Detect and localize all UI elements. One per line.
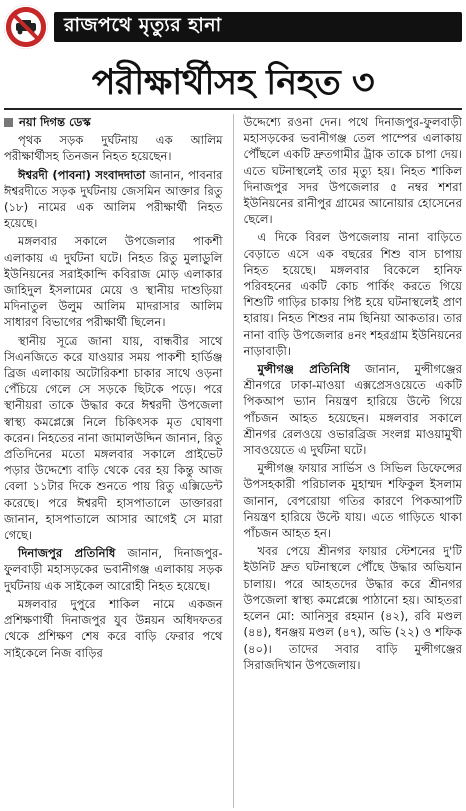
paragraph-text: মঙ্গলবার সকালে উপজেলার পাকশী এলাকায় এ দুর্ঘটনা ঘটে। নিহত রিতু মুলাডুলি ইউনিয়নের সরাইকান্দি কবিরাজ মোড় এলাকার জাহিদুল ইসলামের মেয়ে ও স্থানীয় দাশুড়িয়া মদিনাতুল উলুম আলিম মাদরাসার আলিম সাধারণ বিভাগের পরীক্ষার্থী ছিলেন।: [4, 234, 223, 330]
paragraph-text: জানান, দিনাজপুর-ফুলবাড়ী মহাসড়কের ভবানীগঞ্জ এলাকায় সড়ক দুর্ঘটনায় এক সাইকেল আরোহী নিহত হয়েছে।: [4, 546, 223, 593]
paragraph-lead: ঈশ্বরদী (পাবনা) সংবাদদাতা: [18, 167, 146, 182]
article-paragraph: [4, 333, 223, 544]
paragraph-text: মঙ্গলবার দুপুরে শাকিল নামে একজন প্রশিক্ষণার্থী দিনাজপুর যুব উন্নয়ন অধিদফতর থেকে প্রশিক্ষণ শেষ করে বাড়ি ফেরার পথে সাইকেলে নিজ বাড়ির: [4, 596, 223, 660]
column-divider: [233, 114, 234, 808]
article-paragraph: [243, 460, 462, 541]
paragraph-text: মুন্সীগঞ্জ ফায়ার সার্ভিস ও সিভিল ডিফেন্সের উপসহকারী পরিচালক মুহাম্মদ শফিকুল ইসলাম জানান, বেপরোয়া গতির কারণে পিকআপটি নিয়ন্ত্রণ হারিয়ে উল্টে যায়। এতে গাড়িতে থাকা পাঁচজন আহত হন।: [243, 461, 462, 541]
article-paragraph: [243, 114, 462, 227]
paragraph-text: স্থানীয় সূত্রে জানা যায়, বান্ধবীর সাথে সিএনজিতে করে যাওয়ার সময় পাকশী হার্ডিঞ্জ ব্রিজ এলাকায় অটোরিকশা চাকার সাথে ওড়না পেঁচিয়ে গেলে সে সড়কে ছিটকে পড়ে। পরে স্থানীয়রা তাকে উদ্ধার করে ঈশ্বরদী উপজেলা স্বাস্থ্য কমপ্লেক্সে নিলে চিকিৎসক মৃত ঘোষণা করেন। নিহতের নানা জামালউদ্দিন জানান, রিতু প্রতিদিনের মতো মঙ্গলবার সকালে প্রাইভেট পড়ার উদ্দেশ্যে বাড়ি থেকে বের হয় কিন্তু আজ বেলা ১১টার দিকে শুনতে পায় রিতু এক্সিডেন্ট করেছে। পরে ঈশ্বরদী হাসপাতালে ডাক্তাররা জানান, হাসপাতালে আসার আগেই সে মারা গেছে।: [4, 333, 223, 543]
article-column-right: [243, 114, 462, 808]
paragraph-text: জানান, পাবনার ঈশ্বরদীতে সড়ক দুর্ঘটনায় জেসমিন আক্তার রিতু (১৮) নামের এক আলিম পরীক্ষার্থী নিহত হয়েছে।: [4, 167, 223, 231]
paragraph-text: জানান, মুন্সীগঞ্জের শ্রীনগরে ঢাকা-মাওয়া এক্সপ্রেসওয়েতে একটি পিকআপ ভ্যান নিয়ন্ত্রণ হারিয়ে উল্টে গিয়ে পাঁচজন আহত হয়েছেন। মঙ্গলবার সকালে শ্রীনগর রেলওয়ে ওভারব্রিজ সংলগ্ন মাওয়ামুখী সাবওয়েতে এ দুর্ঘটনা ঘটে।: [243, 362, 462, 458]
article-paragraph: [4, 233, 223, 330]
desk-name: নয়া দিগন্ত ডেস্ক: [19, 115, 91, 129]
article-paragraph: [243, 361, 462, 458]
paragraph-text: উদ্দেশ্যে রওনা দেন। পথে দিনাজপুর-ফুলবাড়ী মহাসড়কের ভবানীগঞ্জ তেল পাম্পের এলাকায় পৌঁছলে একটি দ্রুতগামীর ট্রাক তাকে চাপা দেয়। এতে ঘটনাস্থলেই তার মৃত্যু হয়। নিহত শাকিল দিনাজপুর সদর উপজেলার ৫ নম্বর শশরা ইউনিয়নের রানীপুর গ্রামের আনোয়ার হোসেনের ছেলে।: [243, 115, 462, 227]
article-paragraph: [4, 167, 223, 232]
article-paragraph: [243, 543, 462, 673]
article-body: [4, 114, 462, 808]
article-paragraph: [243, 229, 462, 359]
article-paragraph: [4, 596, 223, 661]
article-paragraph: [4, 545, 223, 594]
paragraph-lead: দিনাজপুর প্রতিনিধি: [18, 546, 116, 561]
paragraph-text: এ দিকে বিরল উপজেলায় নানা বাড়িতে বেড়াতে এসে এক বছরের শিশু বাস চাপায় নিহত হয়েছে। মঙ্গলবার বিকেলে হানিফ পরিবহনের একটি কোচ পার্কিং করতে গিয়ে শিশুটি গাড়ির চাকায় পিষ্ট হয়ে ঘটনাস্থলেই প্রাণ হারায়। নিহত শিশুর নাম ছিনিয়া আকতার। তার নানা বাড়ি উপজেলার ৪নং শহরগ্রাম ইউনিয়নের নাড়াবাড়ী।: [243, 230, 462, 358]
article-headline: পরীক্ষার্থীসহ নিহত ৩: [4, 58, 462, 110]
paragraph-text: খবর পেয়ে শ্রীনগর ফায়ার স্টেশনের দু'টি ইউনিট দ্রুত ঘটনাস্থলে পৌঁছে উদ্ধার অভিযান চালায়। পরে আহতদের উদ্ধার করে শ্রীনগর উপজেলা স্বাস্থ্য কমপ্লেক্সে পাঠানো হয়। আহতরা হলেন মো: আনিসুর রহমান (৪২), রবি মণ্ডল (৪৪), ধনঞ্জয় মণ্ডল (৪৭), অভি (২২) ও শফিক (৪০)। তাদের সবার বাড়ি মুন্সীগঞ্জের সিরাজদিখান উপজেলায়।: [243, 544, 462, 672]
paragraph-text: পৃথক সড়ক দুর্ঘটনায় এক আলিম পরীক্ষার্থীসহ তিনজন নিহত হয়েছেন।: [4, 133, 223, 164]
series-title: রাজপথে মৃত্যুর হানা: [54, 12, 462, 42]
article-paragraph: [4, 132, 223, 164]
section-header: [4, 4, 462, 50]
article-column-left: [4, 114, 223, 808]
square-bullet-icon: [4, 118, 13, 127]
paragraph-lead: মুন্সীগঞ্জ প্রতিনিধি: [257, 362, 350, 377]
no-crash-sign-icon: [4, 5, 48, 49]
desk-byline: [4, 114, 223, 130]
